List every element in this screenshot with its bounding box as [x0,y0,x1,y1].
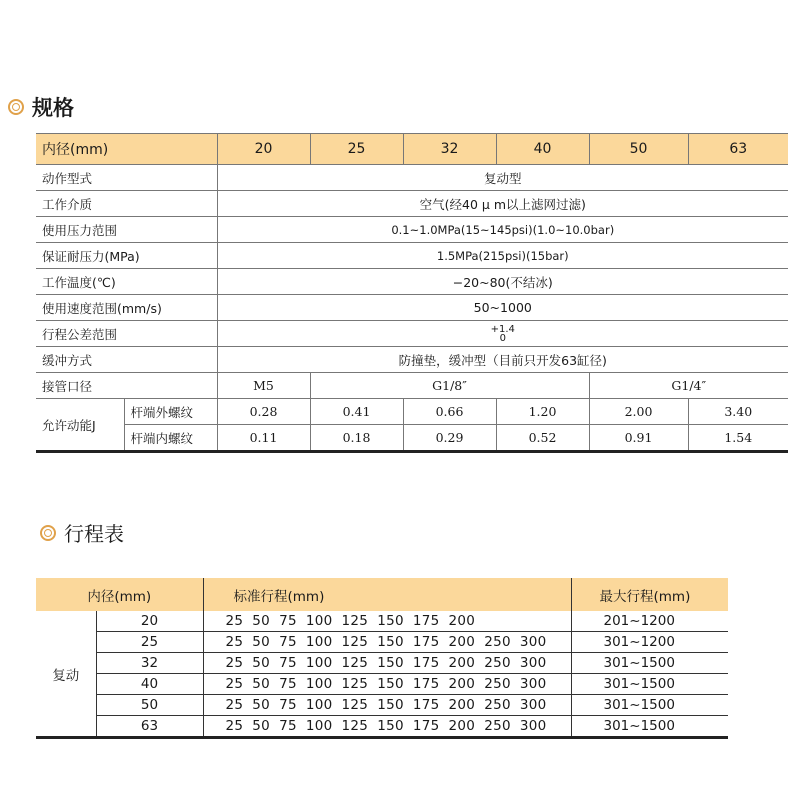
energy-value: 0.18 [310,425,403,452]
stroke-value: 125 [341,718,369,734]
spec-row-stroke-tolerance [36,321,788,347]
circle-bullet-icon [8,99,24,115]
stroke-value: 200 [448,634,476,650]
stroke-value: 25 [225,634,244,650]
spec-header-row [36,134,788,165]
stroke-standard-list [203,611,571,632]
stroke-value: 250 [484,676,511,692]
stroke-value: 125 [341,676,369,692]
stroke-value: 200 [448,613,476,629]
stroke-value: 300 [519,676,547,692]
stroke-value: 300 [519,634,547,650]
stroke-value: 150 [377,718,404,734]
port-m5: M5 [217,373,310,399]
stroke-value: 50 [252,634,271,650]
stroke-value: 100 [305,697,333,713]
port-g14: G1/4″ [589,373,788,399]
bore-header-label: 内径(mm) [36,134,217,165]
stroke-value: 25 [225,655,244,671]
stroke-value: 125 [341,634,369,650]
stroke-value: 50 [252,613,271,629]
stroke-row [36,632,728,653]
stroke-max: 301~1500 [571,695,728,716]
stroke-bore: 50 [96,695,203,716]
stroke-value: 250 [484,718,511,734]
stroke-value: 125 [341,655,369,671]
stroke-value: 200 [448,697,476,713]
stroke-value: 75 [279,718,297,734]
stroke-value: 200 [448,676,476,692]
stroke-value: 250 [484,634,511,650]
row-label: 工作温度(℃) [36,269,217,295]
spec-row-port-size [36,373,788,399]
stroke-row [36,611,728,632]
stroke-bore: 20 [96,611,203,632]
stroke-value: 50 [252,655,271,671]
stroke-value: 150 [377,655,404,671]
row-label: 工作介质 [36,191,217,217]
stroke-value: 175 [412,655,440,671]
bore-20: 20 [217,134,310,165]
stroke-value: 150 [377,697,404,713]
stroke-bore: 40 [96,674,203,695]
energy-value: 1.54 [688,425,788,452]
tolerance-lower: 0 [499,332,506,344]
stroke-max: 301~1500 [571,653,728,674]
stroke-value: 200 [448,655,476,671]
circle-bullet-icon [40,525,56,541]
stroke-standard-list [203,632,571,653]
action-type-label: 复动 [36,611,96,738]
stroke-max: 301~1500 [571,674,728,695]
stroke-value: 150 [377,676,404,692]
stroke-value: 150 [377,634,404,650]
stroke-value: 75 [279,676,297,692]
row-value: −20~80(不结冰) [217,269,788,295]
stroke-header-row [36,578,728,611]
energy-value: 0.52 [496,425,589,452]
stroke-value: 75 [279,634,297,650]
stroke-value: 300 [519,697,547,713]
bore-40: 40 [496,134,589,165]
energy-value: 2.00 [589,399,688,425]
spec-row-temperature [36,269,788,295]
row-value: 50~1000 [217,295,788,321]
energy-value: 1.20 [496,399,589,425]
row-label: 动作型式 [36,165,217,191]
energy-value: 0.66 [403,399,496,425]
stroke-value: 100 [305,655,333,671]
stroke-table [36,578,728,739]
stroke-value: 250 [484,655,511,671]
energy-value: 0.91 [589,425,688,452]
spec-row-proof-pressure [36,243,788,269]
stroke-value: 50 [252,718,271,734]
row-value: 0.1~1.0MPa(15~145psi)(1.0~10.0bar) [217,217,788,243]
stroke-section-title: 行程表 [64,522,124,546]
row-value: 防撞垫，缓冲型（目前只开发63缸径) [217,347,788,373]
stroke-value: 125 [341,697,369,713]
stroke-value: 75 [279,697,297,713]
stroke-value: 200 [448,718,476,734]
stroke-standard-list [203,716,571,738]
spec-row-cushion [36,347,788,373]
stroke-max: 201~1200 [571,611,728,632]
stroke-value: 100 [305,676,333,692]
stroke-row [36,653,728,674]
stroke-max: 301~1500 [571,716,728,738]
stroke-row [36,716,728,738]
stroke-bore: 25 [96,632,203,653]
stroke-row [36,695,728,716]
stroke-value: 125 [341,613,369,629]
spec-row-medium [36,191,788,217]
stroke-value: 25 [225,697,244,713]
stroke-max: 301~1200 [571,632,728,653]
stroke-header-max: 最大行程(mm) [571,578,728,611]
row-value [217,321,788,347]
bore-50: 50 [589,134,688,165]
stroke-value: 175 [412,718,440,734]
spec-section-title: 规格 [32,96,74,120]
stroke-value: 150 [377,613,404,629]
spec-section-heading [8,92,74,122]
energy-value: 0.28 [217,399,310,425]
row-label: 接管口径 [36,373,217,399]
energy-external-label: 杆端外螺纹 [124,399,217,425]
port-g18: G1/8″ [310,373,589,399]
spec-row-action-type [36,165,788,191]
bore-25: 25 [310,134,403,165]
stroke-value: 100 [305,634,333,650]
spec-row-energy-external [36,399,788,425]
stroke-value: 175 [412,613,440,629]
spec-row-speed-range [36,295,788,321]
stroke-value: 25 [225,613,244,629]
energy-internal-label: 杆端内螺纹 [124,425,217,452]
spec-row-energy-internal [36,425,788,452]
stroke-value: 300 [519,718,547,734]
stroke-header-standard: 标准行程(mm) [203,578,571,611]
bore-32: 32 [403,134,496,165]
stroke-value: 300 [519,655,547,671]
row-label: 使用速度范围(mm/s) [36,295,217,321]
stroke-value: 50 [252,697,271,713]
stroke-value: 250 [484,697,511,713]
row-label: 使用压力范围 [36,217,217,243]
stroke-header-bore: 内径(mm) [36,578,203,611]
stroke-value: 175 [412,634,440,650]
row-label: 保证耐压力(MPa) [36,243,217,269]
energy-value: 0.11 [217,425,310,452]
stroke-value: 25 [225,676,244,692]
stroke-standard-list [203,695,571,716]
row-label: 行程公差范围 [36,321,217,347]
row-value: 复动型 [217,165,788,191]
energy-label: 允许动能J [36,399,124,452]
stroke-row [36,674,728,695]
energy-value: 0.29 [403,425,496,452]
stroke-section-heading [40,518,124,547]
spec-table [36,133,788,453]
stroke-value: 100 [305,718,333,734]
row-value: 空气(经40 μ m以上滤网过滤) [217,191,788,217]
stroke-value: 75 [279,655,297,671]
stroke-value: 75 [279,613,297,629]
energy-value: 0.41 [310,399,403,425]
stroke-standard-list [203,653,571,674]
tolerance-upper: +1.4 [490,323,515,335]
energy-value: 3.40 [688,399,788,425]
stroke-bore: 32 [96,653,203,674]
stroke-standard-list [203,674,571,695]
stroke-bore: 63 [140,718,159,734]
stroke-value: 100 [305,613,333,629]
stroke-value: 175 [412,676,440,692]
row-label: 缓冲方式 [36,347,217,373]
spec-row-pressure-range [36,217,788,243]
stroke-value: 175 [412,697,440,713]
bore-63: 63 [688,134,788,165]
stroke-value: 50 [252,676,271,692]
stroke-value: 25 [225,718,244,734]
row-value: 1.5MPa(215psi)(15bar) [217,243,788,269]
